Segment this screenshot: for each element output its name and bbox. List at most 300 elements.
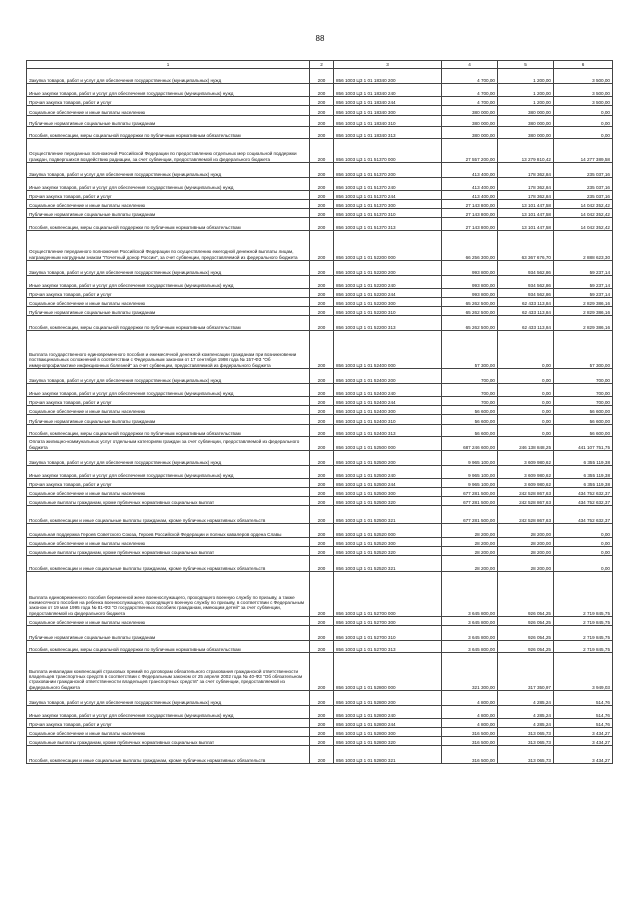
approved-amount: 9 965 100,00 <box>442 479 498 488</box>
approved-amount: 3 645 800,00 <box>442 617 498 626</box>
unexecuted-amount: 14 042 352,42 <box>554 218 613 231</box>
unexecuted-amount: 3 500,00 <box>554 84 613 97</box>
approved-amount: 56 600,00 <box>442 415 498 425</box>
executed-amount: 934 562,86 <box>498 289 554 298</box>
table-row <box>27 316 613 331</box>
line-code: 200 <box>310 178 334 191</box>
executed-amount: 63 367 676,70 <box>498 231 554 261</box>
unexecuted-amount: 434 752 632,37 <box>554 497 613 506</box>
row-name: Социальное обеспечение и иные выплаты населению <box>27 406 310 415</box>
executed-amount: 317 350,97 <box>498 653 554 691</box>
approved-amount: 700,00 <box>442 369 498 384</box>
approved-amount: 316 500,00 <box>442 728 498 737</box>
line-code: 200 <box>310 116 334 127</box>
line-code: 200 <box>310 106 334 116</box>
executed-amount: 62 433 113,84 <box>498 298 554 307</box>
executed-amount: 13 101 447,58 <box>498 218 554 231</box>
row-name: Социальные выплаты гражданам, кроме публичных нормативных социальных выплат <box>27 497 310 506</box>
executed-amount: 13 101 447,58 <box>498 209 554 218</box>
header-col-1: 1 <box>27 61 310 69</box>
row-name: Пособия, компенсации и иные социальные выплаты гражданам, кроме публичных нормативных обязательств <box>27 746 310 764</box>
header-col-6: 6 <box>554 61 613 69</box>
table-row <box>27 276 613 289</box>
line-code: 200 <box>310 316 334 331</box>
row-name: Закупка товаров, работ и услуг для обеспечения государственных (муниципальных) нужд <box>27 261 310 276</box>
unexecuted-amount: 434 752 632,37 <box>554 488 613 497</box>
line-code: 200 <box>310 746 334 764</box>
unexecuted-amount: 6 355 119,38 <box>554 479 613 488</box>
table-row <box>27 261 613 276</box>
budget-code: 856 1003 Ц3 1 01 52700 313 <box>334 641 442 653</box>
table-row <box>27 178 613 191</box>
row-name: Выплата государственного единовременного пособия и ежемесячной денежной компенсации гражданам при возникновении поствакцинальных осложнений в соответствии с Федеральным законом от 17 сентября 1998 года № 157-ФЗ "Об иммунопрофилактике инфекционных болезней" за счет субвенции, предоставляемой из федерального бюджета <box>27 331 310 369</box>
table-row <box>27 706 613 719</box>
table-row <box>27 479 613 488</box>
approved-amount: 28 200,00 <box>442 547 498 556</box>
unexecuted-amount: 0,00 <box>554 106 613 116</box>
header-col-5: 5 <box>498 61 554 69</box>
approved-amount: 993 800,00 <box>442 261 498 276</box>
approved-amount: 3 645 800,00 <box>442 641 498 653</box>
table-row <box>27 116 613 127</box>
approved-amount: 9 965 100,00 <box>442 451 498 466</box>
approved-amount: 56 600,00 <box>442 425 498 437</box>
unexecuted-amount: 441 107 751,75 <box>554 437 613 451</box>
row-name: Выплата инвалидам компенсаций страховых премий по договорам обязательного страхования гражданской ответственности владельцев транспортных средств в соответствии с Федеральным законом от 25 апреля 2002 года № 40-ФЗ "Об обязательном страховании гражданской ответственности владельцев транспортных средств" за счет субвенции, предоставляемой из федерального бюджета <box>27 653 310 691</box>
unexecuted-amount: 0,00 <box>554 538 613 547</box>
line-code: 200 <box>310 524 334 538</box>
unexecuted-amount: 3 500,00 <box>554 97 613 106</box>
executed-amount: 3 609 980,62 <box>498 479 554 488</box>
unexecuted-amount: 3 500,00 <box>554 69 613 84</box>
table-row <box>27 69 613 84</box>
executed-amount: 313 065,73 <box>498 746 554 764</box>
unexecuted-amount: 57 300,00 <box>554 331 613 369</box>
executed-amount: 1 200,00 <box>498 69 554 84</box>
line-code: 200 <box>310 415 334 425</box>
unexecuted-amount: 2 829 386,16 <box>554 307 613 316</box>
executed-amount: 242 528 867,63 <box>498 506 554 524</box>
unexecuted-amount: 700,00 <box>554 369 613 384</box>
line-code: 200 <box>310 437 334 451</box>
executed-amount: 4 285,24 <box>498 706 554 719</box>
row-name: Социальное обеспечение и иные выплаты населению <box>27 106 310 116</box>
row-name: Иные закупки товаров, работ и услуг для обеспечения государственных (муниципальных) нужд <box>27 706 310 719</box>
unexecuted-amount: 2 829 386,16 <box>554 298 613 307</box>
executed-amount: 62 433 113,84 <box>498 307 554 316</box>
line-code: 200 <box>310 307 334 316</box>
budget-code: 856 1003 Ц3 1 01 18340 244 <box>334 97 442 106</box>
line-code: 200 <box>310 191 334 200</box>
line-code: 200 <box>310 706 334 719</box>
executed-amount: 380 000,00 <box>498 116 554 127</box>
executed-amount: 0,00 <box>498 397 554 406</box>
row-name: Прочая закупка товаров, работ и услуг <box>27 97 310 106</box>
line-code: 200 <box>310 506 334 524</box>
executed-amount: 380 000,00 <box>498 127 554 139</box>
unexecuted-amount: 700,00 <box>554 397 613 406</box>
unexecuted-amount: 14 277 389,58 <box>554 139 613 163</box>
approved-amount: 65 262 500,00 <box>442 298 498 307</box>
unexecuted-amount: 235 037,16 <box>554 178 613 191</box>
approved-amount: 380 000,00 <box>442 116 498 127</box>
executed-amount: 178 362,84 <box>498 163 554 178</box>
line-code: 200 <box>310 276 334 289</box>
line-code: 200 <box>310 84 334 97</box>
table-row <box>27 231 613 261</box>
unexecuted-amount: 56 600,00 <box>554 406 613 415</box>
table-row <box>27 737 613 746</box>
unexecuted-amount: 0,00 <box>554 127 613 139</box>
budget-code: 856 1003 Ц3 1 01 52520 300 <box>334 538 442 547</box>
approved-amount: 380 000,00 <box>442 127 498 139</box>
executed-amount: 1 200,00 <box>498 97 554 106</box>
budget-table <box>26 60 613 764</box>
row-name: Осуществление переданного полномочия Российской Федерации по осуществлению ежегодной денежной выплаты лицам, награжденным нагрудным знаком "Почетный донор России", за счет субвенции, предоставляемой из федерального бюджета <box>27 231 310 261</box>
row-name: Пособия, компенсации, меры социальной поддержки по публичным нормативным обязательствам <box>27 641 310 653</box>
unexecuted-amount: 14 042 352,42 <box>554 209 613 218</box>
budget-code: 856 1003 Ц3 1 01 52800 300 <box>334 728 442 737</box>
executed-amount: 0,00 <box>498 331 554 369</box>
budget-code: 856 1003 Ц3 1 01 18340 200 <box>334 69 442 84</box>
table-row <box>27 191 613 200</box>
table-row <box>27 617 613 626</box>
unexecuted-amount: 2 888 623,30 <box>554 231 613 261</box>
approved-amount: 687 246 600,00 <box>442 437 498 451</box>
executed-amount: 926 054,25 <box>498 572 554 617</box>
budget-code: 856 1003 Ц3 1 01 52500 320 <box>334 497 442 506</box>
line-code: 200 <box>310 406 334 415</box>
row-name: Публичные нормативные социальные выплаты гражданам <box>27 209 310 218</box>
table-row <box>27 466 613 479</box>
page-number: 88 <box>315 34 325 43</box>
unexecuted-amount: 56 600,00 <box>554 425 613 437</box>
row-name: Пособия, компенсации, меры социальной поддержки по публичным нормативным обязательствам <box>27 218 310 231</box>
header-col-2: 2 <box>310 61 334 69</box>
line-code: 200 <box>310 69 334 84</box>
budget-code: 856 1003 Ц3 1 01 52200 313 <box>334 316 442 331</box>
approved-amount: 28 200,00 <box>442 556 498 572</box>
row-name: Социальное обеспечение и иные выплаты населению <box>27 200 310 209</box>
budget-code: 856 1003 Ц3 1 01 52400 200 <box>334 369 442 384</box>
table-row <box>27 556 613 572</box>
row-name: Пособия, компенсации и иные социальные выплаты гражданам, кроме публичных нормативных обязательств <box>27 556 310 572</box>
approved-amount: 993 800,00 <box>442 276 498 289</box>
line-code: 200 <box>310 163 334 178</box>
executed-amount: 13 279 810,42 <box>498 139 554 163</box>
approved-amount: 27 143 800,00 <box>442 200 498 209</box>
table-row <box>27 488 613 497</box>
budget-code: 856 1003 Ц3 1 01 52700 300 <box>334 617 442 626</box>
header-row <box>27 61 613 69</box>
executed-amount: 28 200,00 <box>498 547 554 556</box>
approved-amount: 413 400,00 <box>442 191 498 200</box>
budget-code: 856 1003 Ц3 1 01 52400 240 <box>334 384 442 397</box>
budget-code: 856 1003 Ц3 1 01 52400 310 <box>334 415 442 425</box>
unexecuted-amount: 0,00 <box>554 116 613 127</box>
unexecuted-amount: 2 719 845,75 <box>554 572 613 617</box>
approved-amount: 321 300,00 <box>442 653 498 691</box>
executed-amount: 3 609 980,62 <box>498 451 554 466</box>
line-code: 200 <box>310 331 334 369</box>
line-code: 200 <box>310 97 334 106</box>
line-code: 200 <box>310 719 334 728</box>
unexecuted-amount: 0,00 <box>554 556 613 572</box>
table-row <box>27 331 613 369</box>
table-row <box>27 298 613 307</box>
executed-amount: 28 200,00 <box>498 524 554 538</box>
unexecuted-amount: 434 752 632,37 <box>554 506 613 524</box>
executed-amount: 178 362,84 <box>498 191 554 200</box>
table-row <box>27 97 613 106</box>
approved-amount: 316 500,00 <box>442 746 498 764</box>
line-code: 200 <box>310 218 334 231</box>
row-name: Социальная поддержка Героев Советского Союза, Героев Российской Федерации и полных кавалеров ордена Славы <box>27 524 310 538</box>
table-row <box>27 397 613 406</box>
table-row <box>27 497 613 506</box>
table-row <box>27 451 613 466</box>
approved-amount: 28 200,00 <box>442 538 498 547</box>
line-code: 200 <box>310 127 334 139</box>
table-row <box>27 653 613 691</box>
budget-code: 856 1003 Ц3 1 01 51370 300 <box>334 200 442 209</box>
unexecuted-amount: 2 719 845,75 <box>554 626 613 641</box>
executed-amount: 0,00 <box>498 369 554 384</box>
budget-code: 856 1003 Ц3 1 01 52700 310 <box>334 626 442 641</box>
approved-amount: 4 700,00 <box>442 97 498 106</box>
table-row <box>27 289 613 298</box>
approved-amount: 4 800,00 <box>442 691 498 706</box>
row-name: Иные закупки товаров, работ и услуг для обеспечения государственных (муниципальных) нужд <box>27 276 310 289</box>
budget-code: 856 1003 Ц3 1 01 51370 244 <box>334 191 442 200</box>
table-row <box>27 200 613 209</box>
line-code: 200 <box>310 728 334 737</box>
approved-amount: 3 645 800,00 <box>442 626 498 641</box>
unexecuted-amount: 0,00 <box>554 524 613 538</box>
executed-amount: 313 065,73 <box>498 728 554 737</box>
row-name: Иные закупки товаров, работ и услуг для обеспечения государственных (муниципальных) нужд <box>27 384 310 397</box>
row-name: Пособия, компенсации и иные социальные выплаты гражданам, кроме публичных нормативных обязательств <box>27 506 310 524</box>
table-row <box>27 406 613 415</box>
row-name: Закупка товаров, работ и услуг для обеспечения государственных (муниципальных) нужд <box>27 451 310 466</box>
budget-code: 856 1003 Ц3 1 01 52500 244 <box>334 479 442 488</box>
row-name: Закупка товаров, работ и услуг для обеспечения государственных (муниципальных) нужд <box>27 691 310 706</box>
row-name: Социальное обеспечение и иные выплаты населению <box>27 538 310 547</box>
approved-amount: 4 700,00 <box>442 69 498 84</box>
approved-amount: 413 400,00 <box>442 163 498 178</box>
budget-code: 856 1003 Ц3 1 01 51370 240 <box>334 178 442 191</box>
line-code: 200 <box>310 479 334 488</box>
budget-code: 856 1003 Ц3 1 01 18340 300 <box>334 106 442 116</box>
line-code: 200 <box>310 298 334 307</box>
executed-amount: 13 101 447,58 <box>498 200 554 209</box>
line-code: 200 <box>310 139 334 163</box>
line-code: 200 <box>310 231 334 261</box>
approved-amount: 700,00 <box>442 397 498 406</box>
budget-code: 856 1003 Ц3 1 01 52400 244 <box>334 397 442 406</box>
budget-code: 856 1003 Ц3 1 01 52500 240 <box>334 466 442 479</box>
table-row <box>27 384 613 397</box>
table-row <box>27 84 613 97</box>
budget-code: 856 1003 Ц3 1 01 52800 321 <box>334 746 442 764</box>
approved-amount: 4 700,00 <box>442 84 498 97</box>
approved-amount: 4 800,00 <box>442 719 498 728</box>
line-code: 200 <box>310 209 334 218</box>
budget-code: 856 1003 Ц3 1 01 52800 244 <box>334 719 442 728</box>
row-name: Пособия, компенсации, меры социальной поддержки по публичным нормативным обязательствам <box>27 127 310 139</box>
line-code: 200 <box>310 691 334 706</box>
line-code: 200 <box>310 538 334 547</box>
line-code: 200 <box>310 737 334 746</box>
table-row <box>27 691 613 706</box>
approved-amount: 316 500,00 <box>442 737 498 746</box>
executed-amount: 242 528 867,63 <box>498 497 554 506</box>
row-name: Пособия, компенсации, меры социальной поддержки по публичным нормативным обязательствам <box>27 425 310 437</box>
unexecuted-amount: 59 237,14 <box>554 289 613 298</box>
line-code: 200 <box>310 653 334 691</box>
approved-amount: 413 400,00 <box>442 178 498 191</box>
line-code: 200 <box>310 425 334 437</box>
line-code: 200 <box>310 397 334 406</box>
executed-amount: 926 054,25 <box>498 617 554 626</box>
unexecuted-amount: 235 037,16 <box>554 163 613 178</box>
row-name: Осуществление переданных полномочий Российской Федерации по предоставлению отдельных мер социальной поддержки граждан, подвергшихся воздействию радиации, за счет субвенции, предоставляемой из федерального бюджета <box>27 139 310 163</box>
budget-code: 856 1003 Ц3 1 01 51370 000 <box>334 139 442 163</box>
unexecuted-amount: 3 434,27 <box>554 728 613 737</box>
executed-amount: 313 065,73 <box>498 737 554 746</box>
executed-amount: 62 433 113,84 <box>498 316 554 331</box>
table-row <box>27 626 613 641</box>
budget-code: 856 1003 Ц3 1 01 52200 310 <box>334 307 442 316</box>
row-name: Публичные нормативные социальные выплаты гражданам <box>27 415 310 425</box>
budget-code: 856 1003 Ц3 1 01 52520 000 <box>334 524 442 538</box>
approved-amount: 65 262 500,00 <box>442 307 498 316</box>
budget-code: 856 1003 Ц3 1 01 52500 300 <box>334 488 442 497</box>
executed-amount: 4 285,24 <box>498 691 554 706</box>
line-code: 200 <box>310 617 334 626</box>
budget-code: 856 1003 Ц3 1 01 52200 244 <box>334 289 442 298</box>
approved-amount: 3 645 800,00 <box>442 572 498 617</box>
approved-amount: 56 600,00 <box>442 406 498 415</box>
header-col-4: 4 <box>442 61 498 69</box>
row-name: Закупка товаров, работ и услуг для обеспечения государственных (муниципальных) нужд <box>27 369 310 384</box>
row-name: Социальное обеспечение и иные выплаты населению <box>27 298 310 307</box>
executed-amount: 3 609 980,62 <box>498 466 554 479</box>
line-code: 200 <box>310 497 334 506</box>
unexecuted-amount: 0,00 <box>554 547 613 556</box>
approved-amount: 677 281 500,00 <box>442 506 498 524</box>
unexecuted-amount: 59 237,14 <box>554 261 613 276</box>
executed-amount: 178 362,84 <box>498 178 554 191</box>
approved-amount: 66 256 300,00 <box>442 231 498 261</box>
executed-amount: 934 562,86 <box>498 261 554 276</box>
row-name: Пособия, компенсации, меры социальной поддержки по публичным нормативным обязательствам <box>27 316 310 331</box>
unexecuted-amount: 3 434,27 <box>554 737 613 746</box>
approved-amount: 700,00 <box>442 384 498 397</box>
approved-amount: 27 143 800,00 <box>442 218 498 231</box>
table-row <box>27 425 613 437</box>
unexecuted-amount: 235 037,16 <box>554 191 613 200</box>
executed-amount: 926 054,25 <box>498 641 554 653</box>
line-code: 200 <box>310 451 334 466</box>
unexecuted-amount: 514,76 <box>554 706 613 719</box>
unexecuted-amount: 2 829 386,16 <box>554 316 613 331</box>
row-name: Прочая закупка товаров, работ и услуг <box>27 719 310 728</box>
approved-amount: 677 281 500,00 <box>442 497 498 506</box>
budget-code: 856 1003 Ц3 1 01 18340 240 <box>334 84 442 97</box>
line-code: 200 <box>310 626 334 641</box>
line-code: 200 <box>310 369 334 384</box>
line-code: 200 <box>310 572 334 617</box>
executed-amount: 246 138 848,25 <box>498 437 554 451</box>
budget-code: 856 1003 Ц3 1 01 51370 313 <box>334 218 442 231</box>
line-code: 200 <box>310 556 334 572</box>
row-name: Иные закупки товаров, работ и услуг для обеспечения государственных (муниципальных) нужд <box>27 178 310 191</box>
unexecuted-amount: 2 719 845,75 <box>554 617 613 626</box>
unexecuted-amount: 514,76 <box>554 719 613 728</box>
row-name: Прочая закупка товаров, работ и услуг <box>27 191 310 200</box>
approved-amount: 4 800,00 <box>442 706 498 719</box>
row-name: Социальное обеспечение и иные выплаты населению <box>27 488 310 497</box>
unexecuted-amount: 514,76 <box>554 691 613 706</box>
row-name: Оплата жилищно-коммунальных услуг отдельным категориям граждан за счет субвенции, предоставляемой из федерального бюджета <box>27 437 310 451</box>
line-code: 200 <box>310 200 334 209</box>
table-row <box>27 641 613 653</box>
row-name: Закупка товаров, работ и услуг для обеспечения государственных (муниципальных) нужд <box>27 163 310 178</box>
executed-amount: 0,00 <box>498 406 554 415</box>
budget-code: 856 1003 Ц3 1 01 18340 310 <box>334 116 442 127</box>
approved-amount: 677 281 500,00 <box>442 488 498 497</box>
row-name: Прочая закупка товаров, работ и услуг <box>27 397 310 406</box>
unexecuted-amount: 6 355 119,38 <box>554 466 613 479</box>
row-name: Прочая закупка товаров, работ и услуг <box>27 289 310 298</box>
executed-amount: 1 200,00 <box>498 84 554 97</box>
budget-code: 856 1003 Ц3 1 01 52200 300 <box>334 298 442 307</box>
budget-code: 856 1003 Ц3 1 01 52520 320 <box>334 547 442 556</box>
executed-amount: 0,00 <box>498 415 554 425</box>
table-row <box>27 163 613 178</box>
table-row <box>27 524 613 538</box>
row-name: Социальные выплаты гражданам, кроме публичных нормативных социальных выплат <box>27 547 310 556</box>
line-code: 200 <box>310 547 334 556</box>
budget-code: 856 1003 Ц3 1 01 52200 240 <box>334 276 442 289</box>
line-code: 200 <box>310 466 334 479</box>
row-name: Закупка товаров, работ и услуг для обеспечения государственных (муниципальных) нужд <box>27 69 310 84</box>
approved-amount: 27 557 200,00 <box>442 139 498 163</box>
row-name: Публичные нормативные социальные выплаты гражданам <box>27 626 310 641</box>
line-code: 200 <box>310 384 334 397</box>
budget-code: 856 1003 Ц3 1 01 52800 200 <box>334 691 442 706</box>
approved-amount: 27 143 800,00 <box>442 209 498 218</box>
row-name: Социальное обеспечение и иные выплаты населению <box>27 617 310 626</box>
unexecuted-amount: 700,00 <box>554 384 613 397</box>
row-name: Социальное обеспечение и иные выплаты населению <box>27 728 310 737</box>
executed-amount: 0,00 <box>498 384 554 397</box>
approved-amount: 65 262 500,00 <box>442 316 498 331</box>
budget-code: 856 1003 Ц3 1 01 52400 300 <box>334 406 442 415</box>
table-body <box>27 69 613 764</box>
table-row <box>27 209 613 218</box>
approved-amount: 9 965 100,00 <box>442 466 498 479</box>
table-row <box>27 139 613 163</box>
unexecuted-amount: 3 949,03 <box>554 653 613 691</box>
budget-code: 856 1003 Ц3 1 01 52200 200 <box>334 261 442 276</box>
budget-code: 856 1003 Ц3 1 01 52500 000 <box>334 437 442 451</box>
budget-code: 856 1003 Ц3 1 01 52500 321 <box>334 506 442 524</box>
table-row <box>27 307 613 316</box>
unexecuted-amount: 2 719 845,75 <box>554 641 613 653</box>
unexecuted-amount: 59 237,14 <box>554 276 613 289</box>
